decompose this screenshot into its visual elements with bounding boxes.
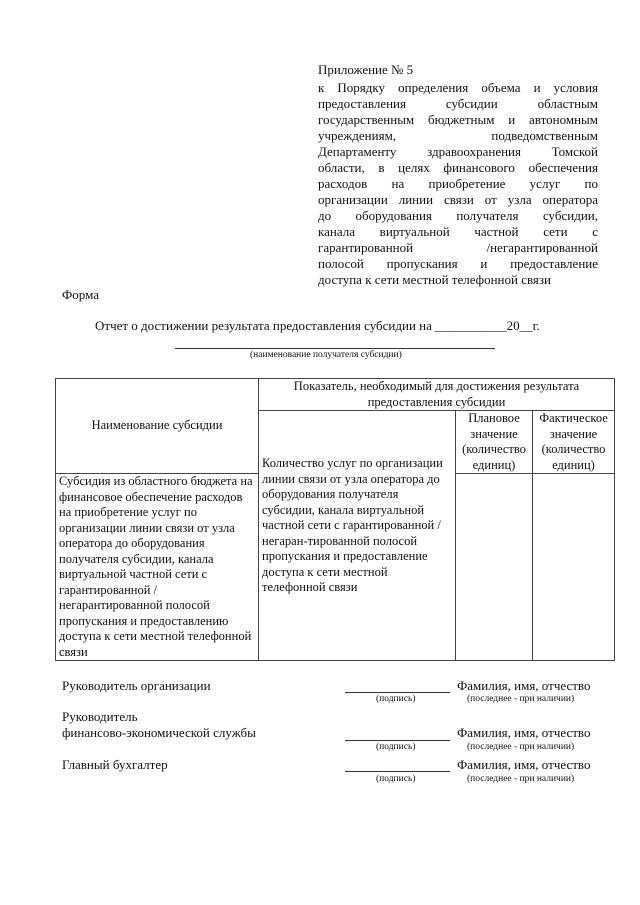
signature-name: Фамилия, имя, отчество: [457, 725, 591, 740]
cell-plan[interactable]: [456, 474, 533, 661]
appendix-line: государственным бюджетным и автономным: [318, 112, 598, 127]
signature-caption: (подпись): [376, 694, 416, 704]
appendix-line: Департаменту здравоохранения Томской: [318, 144, 598, 159]
appendix-line: канала виртуальной частной сети с: [318, 224, 598, 239]
appendix-block: [318, 62, 598, 288]
appendix-line: полосой пропускания и предоставление: [318, 256, 598, 271]
appendix-line: до оборудования получателя субсидии,: [318, 208, 598, 223]
signature-role: Главный бухгалтер: [62, 757, 168, 772]
appendix-line: доступа к сети местной телефонной связи: [318, 272, 552, 287]
results-table: [55, 378, 615, 661]
appendix-line: учреждениям, подведомственным: [318, 128, 598, 143]
signature-caption: (подпись): [376, 774, 416, 784]
name-caption: (последнее - при наличии): [467, 742, 575, 752]
recipient-line: [175, 348, 495, 349]
form-label: Форма: [62, 287, 99, 302]
report-title: Отчет о достижении результата предоставления субсидии на ___________20__г.: [95, 318, 540, 333]
appendix-line: гарантированной /негарантированной: [318, 240, 598, 255]
signature-line[interactable]: [345, 740, 450, 741]
signature-role: финансово-экономической службы: [62, 725, 256, 740]
appendix-title: Приложение № 5: [318, 62, 414, 77]
appendix-line: к Порядку определения объема и условия: [318, 80, 598, 95]
signature-line[interactable]: [345, 771, 450, 772]
appendix-line: организации линии связи от узла оператора: [318, 192, 598, 207]
cell-indicator: Количество услуг по организации линии связи от узла оператора до оборудования получателя субсидии, канала виртуальной частной сети с гарантированной /негаран-тированной полосой пропускания и предоставление доступа к сети местной телефонной связи: [259, 411, 456, 661]
appendix-line: предоставления субсидии областным: [318, 96, 598, 111]
signature-caption: (подпись): [376, 742, 416, 752]
name-caption: (последнее - при наличии): [467, 774, 575, 784]
signature-line[interactable]: [345, 692, 450, 693]
appendix-line: области, в целях финансового обеспечения: [318, 160, 598, 175]
appendix-line: расходов на приобретение услуг по: [318, 176, 598, 191]
signature-name: Фамилия, имя, отчество: [457, 678, 591, 693]
header-plan: Плановое значение (количество единиц): [456, 411, 533, 474]
signature-role: Руководитель организации: [62, 678, 211, 693]
cell-subsidy-name: Субсидия из областного бюджета на финансовое обеспечение расходов на приобретение услуг по организации линии связи от узла оператора до оборудования получателя субсидии, канала виртуальной частной сети с гарантированной /негарантированной полосой пропускания и предоставлению доступа к сети местной телефонной связи: [56, 474, 259, 661]
name-caption: (последнее - при наличии): [467, 694, 575, 704]
cell-fact[interactable]: [533, 474, 615, 661]
signature-name: Фамилия, имя, отчество: [457, 757, 591, 772]
signature-role: Руководитель: [62, 709, 138, 724]
header-indicator: Показатель, необходимый для достижения результата предоставления субсидии: [259, 379, 615, 411]
recipient-caption: (наименование получателя субсидии): [250, 350, 402, 360]
header-fact: Фактическое значение (количество единиц): [533, 411, 615, 474]
header-subsidy-name: Наименование субсидии: [56, 379, 259, 474]
